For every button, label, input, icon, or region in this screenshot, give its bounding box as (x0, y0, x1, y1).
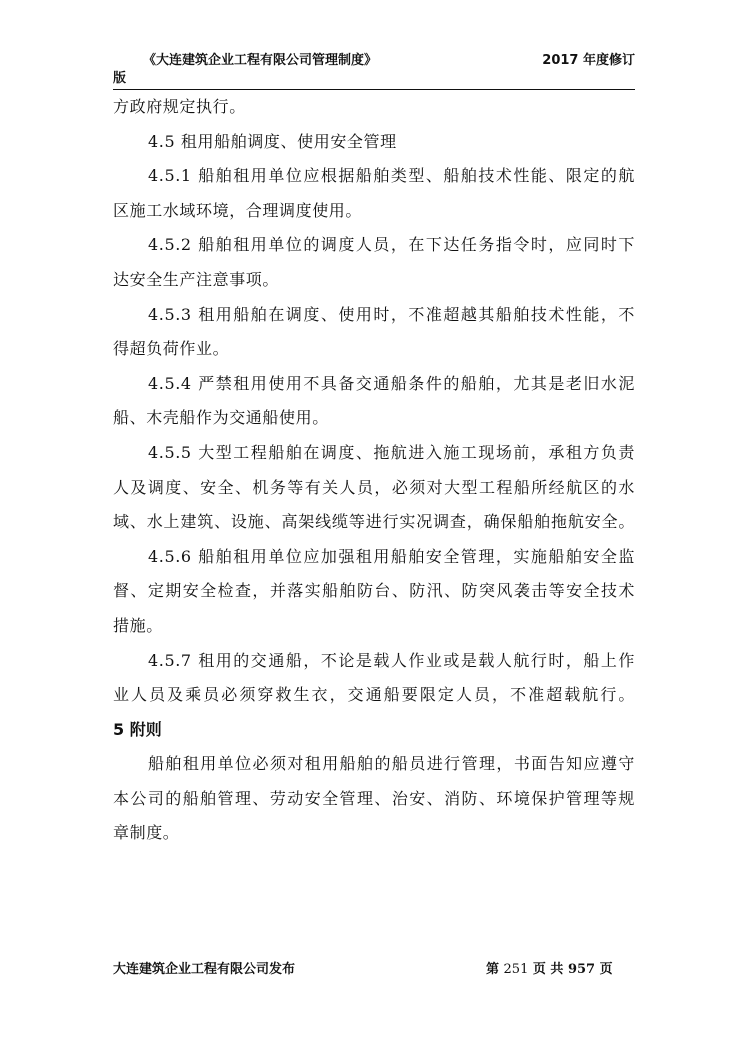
footer-publisher: 大连建筑企业工程有限公司发布 (113, 962, 296, 977)
paragraph-line: 4.5.5 大型工程船舶在调度、拖航进入施工现场前，承租方负责 (148, 442, 635, 462)
paragraph-line: 业人员及乘员必须穿救生衣，交通船要限定人员，不准超载航行。 (113, 685, 635, 705)
document-body (113, 90, 635, 851)
paragraph-line: 方政府规定执行。 (113, 97, 246, 116)
paragraph-line: 措施。 (113, 615, 163, 635)
page-footer (113, 960, 635, 982)
paragraph-line: 得超负荷作业。 (113, 339, 230, 359)
paragraph-line: 4.5.3 租用船舶在调度、使用时，不准超越其船舶技术性能，不 (148, 304, 635, 324)
edition-label: 2017 年度修订 (542, 53, 635, 68)
subsection-title: 4.5 租用船舶调度、使用安全管理 (148, 131, 397, 151)
paragraph-line: 船舶租用单位必须对租用船舶的船员进行管理，书面告知应遵守 (148, 754, 635, 774)
paragraph-line: 章制度。 (113, 823, 180, 843)
paragraph-line: 本公司的船舶管理、劳动安全管理、治安、消防、环境保护管理等规 (113, 788, 635, 808)
page-suffix: 页 (595, 962, 613, 977)
paragraph-line: 达安全生产注意事项。 (113, 269, 280, 289)
paragraph-line: 船、木壳船作为交通船使用。 (113, 408, 329, 428)
section-heading: 5 附则 (113, 719, 162, 739)
page-indicator (486, 960, 613, 980)
paragraph-line: 4.5.4 严禁租用使用不具备交通船条件的船舶，尤其是老旧水泥 (148, 373, 635, 393)
page-header (113, 52, 635, 92)
paragraph-line: 4.5.7 租用的交通船，不论是载人作业或是载人航行时，船上作 (148, 650, 635, 670)
page-number: 251 (503, 962, 529, 977)
paragraph-line: 人及调度、安全、机务等有关人员，必须对大型工程船所经航区的水 (113, 477, 635, 497)
page-middle: 页 共 (528, 962, 568, 977)
document-title: 《大连建筑企业工程有限公司管理制度》 (143, 53, 378, 68)
paragraph-line: 4.5.6 船舶租用单位应加强租用船舶安全管理，实施船舶安全监 (148, 546, 635, 566)
paragraph-line: 区施工水域环境，合理调度使用。 (113, 200, 363, 220)
paragraph-line: 4.5.1 船舶租用单位应根据船舶类型、船舶技术性能、限定的航 (148, 166, 635, 186)
page-prefix: 第 (486, 962, 504, 977)
paragraph-line: 督、定期安全检查，并落实船舶防台、防汛、防突风袭击等安全技术 (113, 581, 635, 601)
page-total: 957 (567, 962, 596, 977)
paragraph-line: 域、水上建筑、设施、高架线缆等进行实况调查，确保船舶拖航安全。 (113, 512, 635, 532)
paragraph-line: 4.5.2 船舶租用单位的调度人员，在下达任务指令时，应同时下 (148, 235, 635, 255)
edition-label-wrap: 版 (113, 71, 127, 86)
